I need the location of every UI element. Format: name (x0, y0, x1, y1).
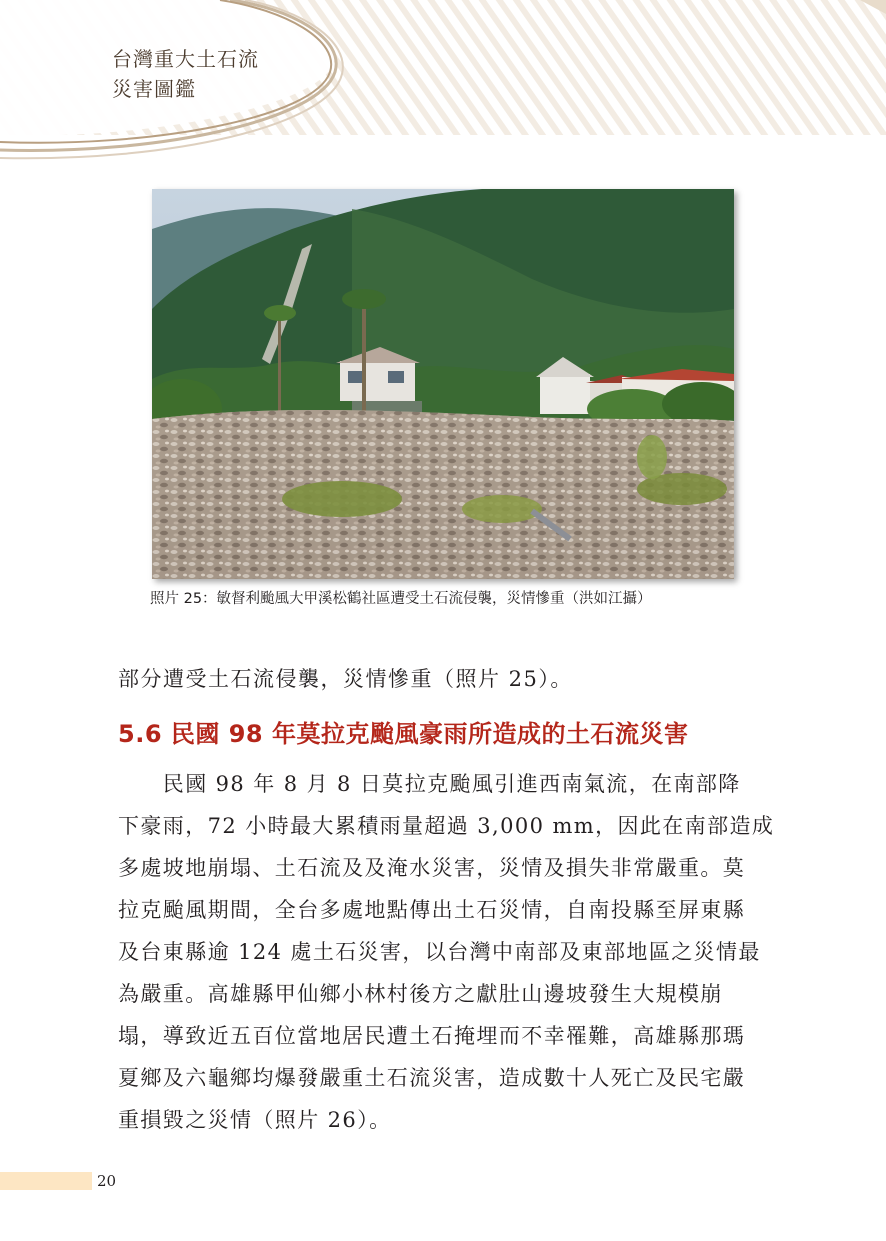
debris-flow-photo (152, 189, 734, 579)
photo-caption: 照片 25：敏督利颱風大甲溪松鶴社區遭受土石流侵襲，災情慘重（洪如江攝） (150, 591, 652, 607)
book-title-line2: 災害圖鑑 (112, 77, 196, 101)
body-line: 拉克颱風期間，全台多處地點傳出土石災情，自南投縣至屏東縣 (118, 898, 746, 922)
intro-paragraph: 部分遭受土石流侵襲，災情慘重（照片 25）。 (118, 667, 573, 691)
page-number: 20 (97, 1172, 117, 1190)
book-title-line1: 台灣重大土石流 (112, 47, 259, 71)
footer-bar (0, 1172, 92, 1190)
body-line: 及台東縣逾 124 處土石災害，以台灣中南部及東部地區之災情最 (118, 940, 761, 964)
body-line: 夏鄉及六龜鄉均爆發嚴重土石流災害，造成數十人死亡及民宅嚴 (118, 1066, 746, 1090)
body-line: 為嚴重。高雄縣甲仙鄉小林村後方之獻肚山邊坡發生大規模崩 (118, 982, 723, 1006)
body-line: 下豪雨，72 小時最大累積雨量超過 3,000 mm，因此在南部造成 (118, 814, 775, 838)
body-line: 多處坡地崩塌、土石流及及淹水災害，災情及損失非常嚴重。莫 (118, 856, 746, 880)
body-line: 重損毀之災情（照片 26）。 (118, 1108, 392, 1132)
body-line: 民國 98 年 8 月 8 日莫拉克颱風引進西南氣流，在南部降 (118, 772, 741, 796)
body-paragraph (118, 763, 778, 1141)
book-title (112, 44, 259, 104)
body-line: 塌，導致近五百位當地居民遭土石掩埋而不幸罹難，高雄縣那瑪 (118, 1024, 746, 1048)
section-heading: 5.6 民國 98 年莫拉克颱風豪雨所造成的土石流災害 (118, 720, 689, 748)
